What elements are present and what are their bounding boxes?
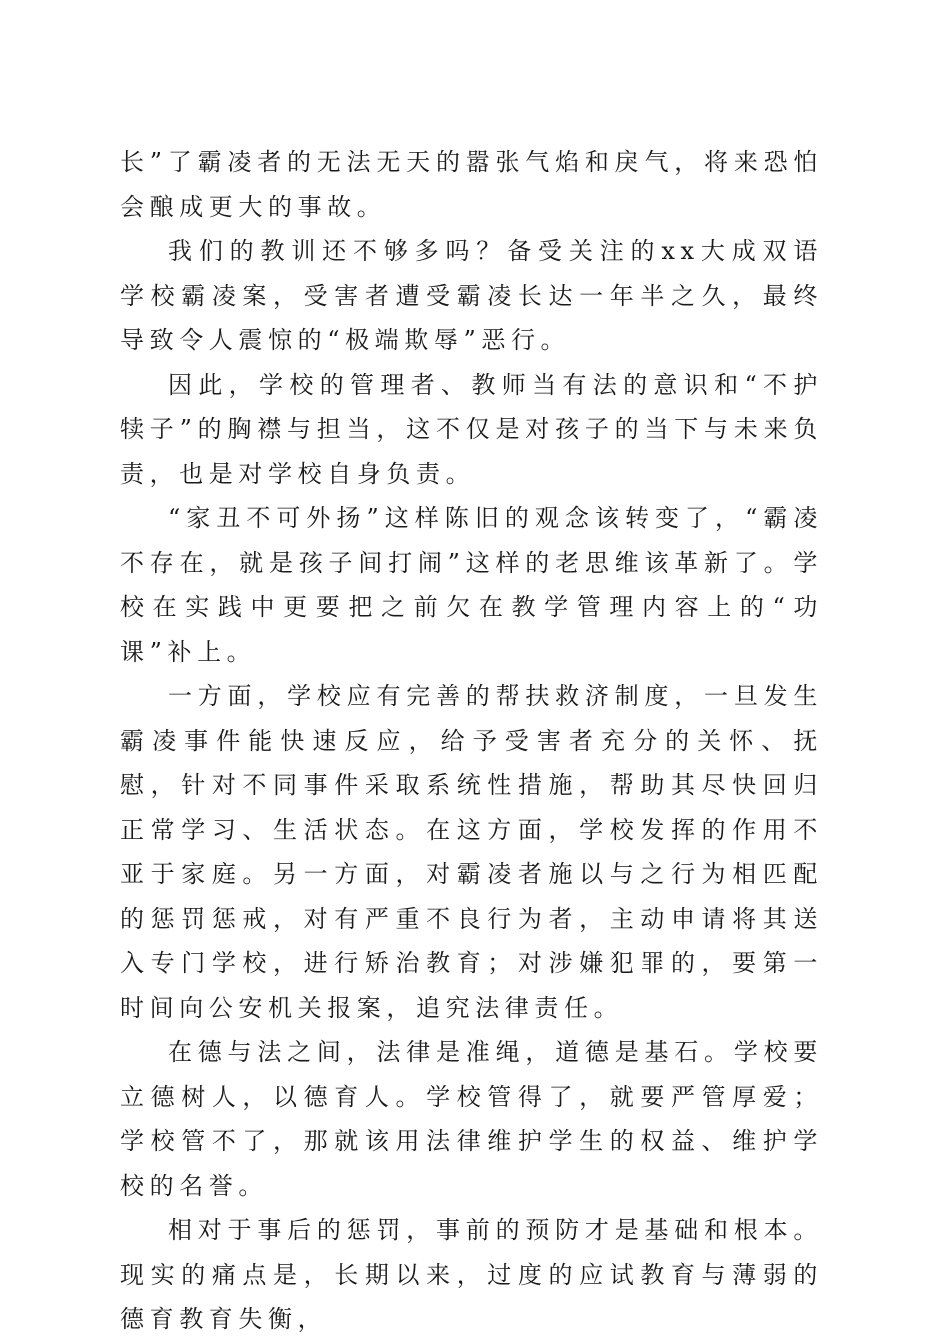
paragraph: 我们的教训还不够多吗？备受关注的xx大成双语学校霸凌案，受害者遭受霸凌长达一年半之久，最终导致令人震惊的“极端欺辱”恶行。 bbox=[120, 237, 823, 354]
paragraph: “家丑不可外扬”这样陈旧的观念该转变了，“霸凌不存在，就是孩子间打闹”这样的老思维该革新了。学校在实践中更要把之前欠在教学管理内容上的“功课”补上。 bbox=[120, 504, 823, 666]
document-body bbox=[120, 140, 823, 1342]
paragraph: 因此，学校的管理者、教师当有法的意识和“不护犊子”的胸襟与担当，这不仅是对孩子的当下与未来负责，也是对学校自身负责。 bbox=[120, 370, 823, 488]
paragraph: 一方面，学校应有完善的帮扶救济制度，一旦发生霸凌事件能快速反应，给予受害者充分的关怀、抚慰，针对不同事件采取系统性措施，帮助其尽快回归正常学习、生活状态。在这方面，学校发挥的作用不亚于家庭。另一方面，对霸凌者施以与之行为相匹配的惩罚惩戒，对有严重不良行为者，主动申请将其送入专门学校，进行矫治教育；对涉嫌犯罪的，要第一时间向公安机关报案，追究法律责任。 bbox=[120, 682, 823, 1022]
paragraph: 相对于事后的惩罚，事前的预防才是基础和根本。现实的痛点是，长期以来，过度的应试教育与薄弱的德育教育失衡， bbox=[120, 1216, 823, 1333]
paragraph: 在德与法之间，法律是准绳，道德是基石。学校要立德树人，以德育人。学校管得了，就要严管厚爱；学校管不了，那就该用法律维护学生的权益、维护学校的名誉。 bbox=[120, 1038, 823, 1200]
paragraph: 长”了霸凌者的无法无天的嚣张气焰和戾气，将来恐怕会酿成更大的事故。 bbox=[120, 148, 823, 221]
